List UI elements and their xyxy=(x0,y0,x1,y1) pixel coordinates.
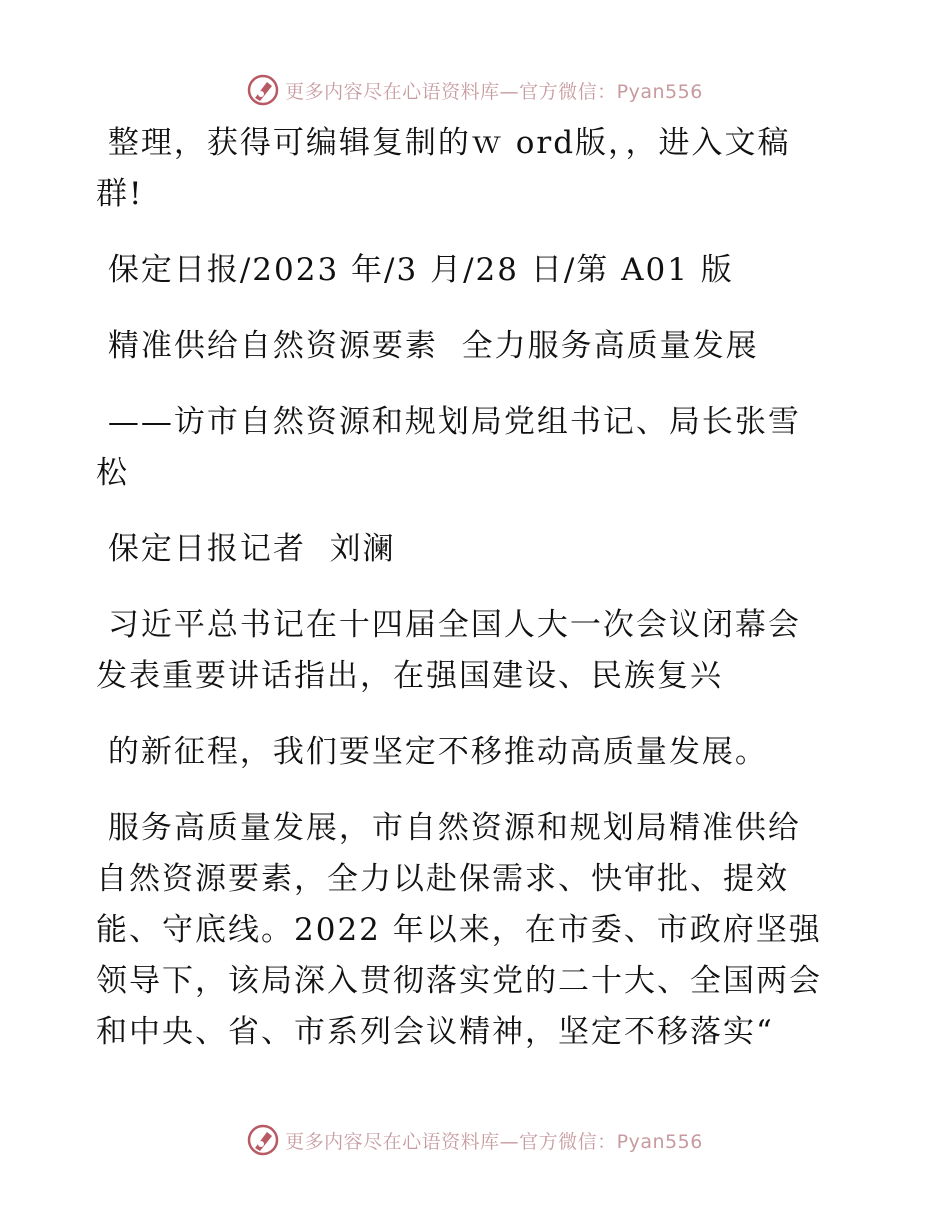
text-line: 服务高质量发展，市自然资源和规划局精准供给 xyxy=(96,810,801,846)
byline xyxy=(96,524,856,575)
text-line: 领导下，该局深入贯彻落实党的二十大、全国两会 xyxy=(96,963,822,999)
banner-text: 更多内容尽在心语资料库—官方微信：Pyan556 xyxy=(285,80,703,103)
paragraph xyxy=(96,118,856,220)
text-line: 保定日报记者 刘澜 xyxy=(96,531,396,567)
article-title xyxy=(96,321,856,372)
header-banner xyxy=(0,70,950,110)
paragraph xyxy=(96,600,856,702)
text-line: ——访市自然资源和规划局党组书记、局长张雪 xyxy=(96,404,801,440)
publication-line xyxy=(96,245,856,296)
text-line: 松 xyxy=(96,455,129,491)
text-line: 能、守底线。2022 年以来，在市委、市政府坚强 xyxy=(96,912,822,948)
text-line: 整理，获得可编辑复制的ｗ ord版，，进入文稿 xyxy=(96,125,791,161)
text-line: 发表重要讲话指出，在强国建设、民族复兴 xyxy=(96,658,723,694)
text-line: 精准供给自然资源要素 全力服务高质量发展 xyxy=(96,328,759,364)
text-line: 和中央、省、市系列会议精神，坚定不移落实“ xyxy=(96,1014,774,1050)
footer-banner xyxy=(0,1120,950,1160)
text-line: 群! xyxy=(96,176,144,212)
document-body xyxy=(96,118,856,1058)
paragraph xyxy=(96,727,856,778)
text-line: 的新征程，我们要坚定不移推动高质量发展。 xyxy=(96,734,768,770)
pen-logo-icon xyxy=(247,74,279,106)
text-line: 自然资源要素，全力以赴保需求、快审批、提效 xyxy=(96,861,789,897)
paragraph xyxy=(96,803,856,1058)
pen-logo-icon xyxy=(247,1124,279,1156)
text-line: 习近平总书记在十四届全国人大一次会议闭幕会 xyxy=(96,607,801,643)
banner-text: 更多内容尽在心语资料库—官方微信：Pyan556 xyxy=(285,1130,703,1153)
text-line: 保定日报/2023 年/3 月/28 日/第 A01 版 xyxy=(96,252,734,288)
article-subtitle xyxy=(96,397,856,499)
